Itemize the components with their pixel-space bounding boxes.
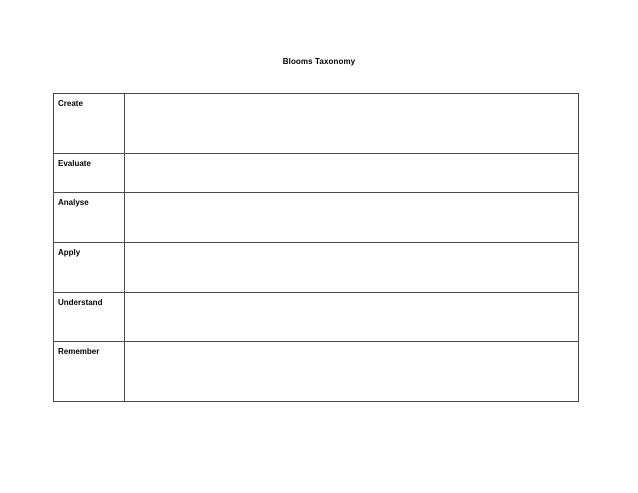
row-label-analyse: Analyse [54,193,125,243]
row-label-create: Create [54,94,125,154]
row-label-apply: Apply [54,243,125,293]
table-row-understand [54,293,579,342]
row-content-create[interactable] [125,94,579,154]
row-label-understand: Understand [54,293,125,342]
document-title: Blooms Taxonomy [282,57,356,66]
table-row-remember [54,342,579,402]
row-content-analyse[interactable] [125,193,579,243]
row-content-remember[interactable] [125,342,579,402]
table-row-evaluate [54,154,579,193]
row-label-evaluate: Evaluate [54,154,125,193]
row-label-remember: Remember [54,342,125,402]
table-row-apply [54,243,579,293]
row-content-apply[interactable] [125,243,579,293]
blooms-taxonomy-table [53,93,579,402]
table-row-analyse [54,193,579,243]
row-content-understand[interactable] [125,293,579,342]
row-content-evaluate[interactable] [125,154,579,193]
table-row-create [54,94,579,154]
